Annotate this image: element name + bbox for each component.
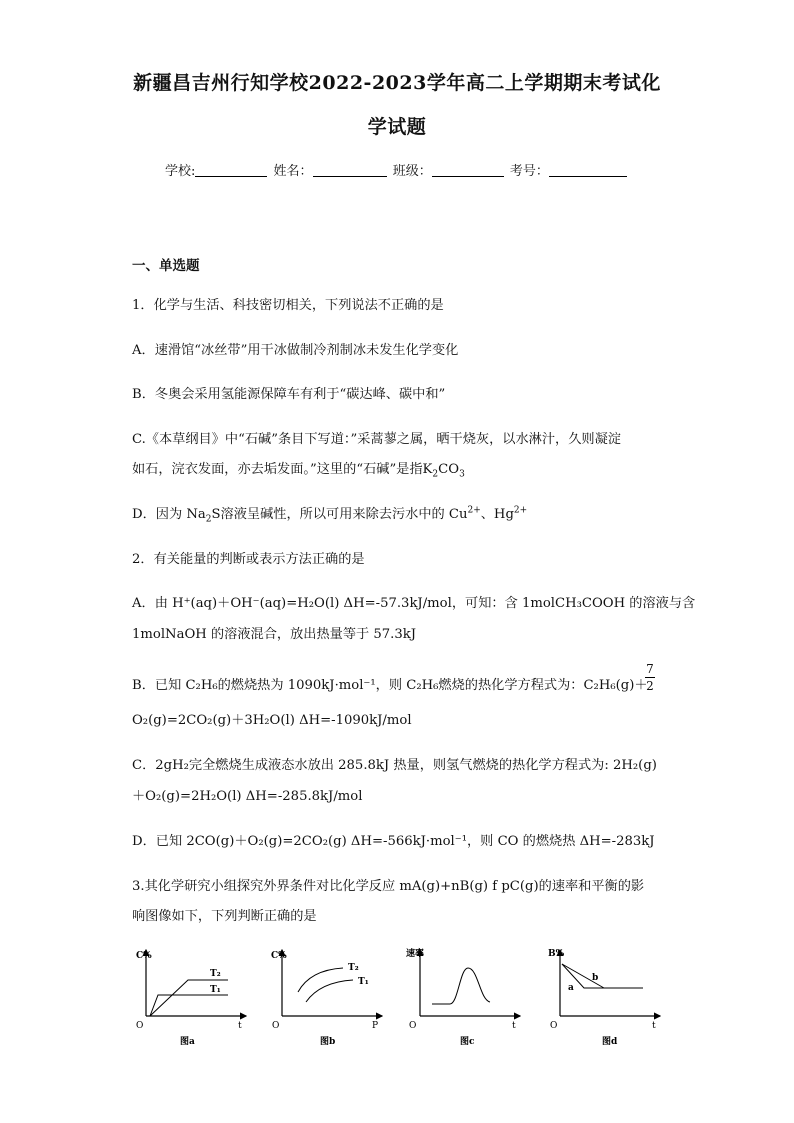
q1-d-sup2: 2+	[513, 505, 528, 516]
student-info	[165, 160, 629, 179]
q2-stem: 2．有关能量的判断或表示方法正确的是	[132, 552, 365, 567]
graph-a-caption: 图a	[180, 1037, 195, 1047]
exam-no-label: 考号：	[509, 164, 549, 179]
graph-d-label-a: a	[568, 983, 574, 993]
q1-c-formula: CO	[438, 462, 460, 477]
name-label: 姓名：	[273, 164, 313, 179]
q1-c-sub: 2	[432, 469, 439, 480]
name-blank[interactable]	[313, 164, 387, 177]
q1-d-sep: 、Hg	[480, 507, 514, 522]
graph-a-xlabel: t	[238, 1021, 242, 1031]
q2-option-a-line2: 1molNaOH 的溶液混合，放出热量等于 57.3kJ	[132, 627, 417, 642]
graph-a-label-t2: T₂	[210, 969, 221, 979]
graph-a-label-t1: T₁	[210, 985, 221, 995]
q1-c-sub2: 3	[459, 469, 465, 480]
graph-c-rate-curve	[432, 968, 490, 1004]
graph-b-origin: O	[272, 1021, 280, 1031]
graph-c	[406, 947, 520, 1047]
graph-d-label-b: b	[592, 973, 599, 983]
graph-c-xlabel: t	[512, 1021, 516, 1031]
graph-b	[271, 950, 382, 1047]
graph-b-ylabel: C%	[271, 951, 287, 961]
graph-b-label-t1: T₁	[358, 977, 369, 987]
fraction-bar	[645, 677, 655, 678]
class-label: 班级：	[392, 164, 432, 179]
graph-c-origin: O	[409, 1021, 417, 1031]
q1-option-c-line2	[132, 458, 465, 480]
q1-d-mid: S溶液呈碱性，所以可用来除去污水中的 Cu	[211, 507, 468, 522]
fraction-denominator: 2	[646, 679, 654, 693]
school-blank[interactable]	[195, 164, 267, 177]
q1-option-c-line1: C.《本草纲目》中“石碱”条目下写道：”采蒿蓼之属，晒干烧灰，以水淋汁，久则凝淀	[132, 432, 621, 447]
graph-d-xlabel: t	[652, 1021, 656, 1031]
q1-option-b: B．冬奥会采用氢能源保障车有利于“碳达峰、碳中和”	[132, 387, 446, 402]
q3-graphs	[128, 940, 668, 1050]
graph-b-xlabel: P	[372, 1021, 379, 1031]
q1-d-text: D．因为 Na	[132, 507, 206, 522]
graph-b-caption: 图b	[320, 1037, 336, 1047]
q1-c-text: 如石，浣衣发面，亦去垢发面。”这里的“石碱”是指K	[132, 462, 433, 477]
q3-stem-line1: 3.其化学研究小组探究外界条件对比化学反应 mA(g)+nB(g) f pC(g)的速率和平衡的影	[132, 879, 645, 894]
q2-option-b-line1: B．已知 C₂H₆的燃烧热为 1090kJ·mol⁻¹，则 C₂H₆燃烧的热化学方程式为：C₂H₆(g)＋	[132, 678, 648, 693]
fraction-numerator: 7	[646, 662, 654, 676]
paper-title-line1: 新疆昌吉州行知学校2022-2023学年高二上学期期末考试化	[133, 72, 661, 94]
graph-c-ylabel: 速率	[406, 949, 425, 959]
q1-option-a: A．速滑馆“冰丝带”用干冰做制冷剂制冰未发生化学变化	[132, 343, 459, 358]
q1-d-sup1: 2+	[467, 505, 481, 516]
graph-d-caption: 图d	[602, 1037, 618, 1047]
graph-b-label-t2: T₂	[348, 963, 359, 973]
q1-d-sub: 2	[205, 514, 212, 525]
graph-c-caption: 图c	[460, 1037, 475, 1047]
graph-d-curve-a	[562, 964, 643, 988]
graph-d-ylabel: B%	[548, 949, 565, 959]
q2-option-b-line2: O₂(g)=2CO₂(g)＋3H₂O(l) ΔH=-1090kJ/mol	[132, 713, 412, 728]
q2-option-a-line1: A．由 H⁺(aq)＋OH⁻(aq)=H₂O(l) ΔH=-57.3kJ/mol，可知：含 1molCH₃COOH 的溶液与含	[132, 596, 696, 611]
graph-d-origin: O	[550, 1021, 558, 1031]
q2-fraction	[645, 662, 655, 693]
q2-option-c-line1: C．2gH₂完全燃烧生成液态水放出 285.8kJ 热量，则氢气燃烧的热化学方程式为: 2H₂(g)	[132, 758, 657, 773]
q2-option-c-line2: ＋O₂(g)=2H₂O(l) ΔH=-285.8kJ/mol	[132, 789, 363, 804]
q3-stem-line2: 响图像如下，下列判断正确的是	[132, 909, 317, 924]
school-label: 学校:	[165, 164, 196, 179]
paper-title-line2: 学试题	[367, 116, 427, 138]
section-heading: 一、单选题	[132, 258, 200, 274]
graph-a-ylabel: C%	[136, 951, 152, 961]
graph-a	[136, 950, 246, 1047]
q2-option-d: D．已知 2CO(g)＋O₂(g)=2CO₂(g) ΔH=-566kJ·mol⁻¹，则 CO 的燃烧热 ΔH=-283kJ	[132, 834, 655, 849]
exam-no-blank[interactable]	[549, 164, 627, 177]
graph-a-origin: O	[136, 1021, 144, 1031]
graph-d	[548, 949, 660, 1047]
class-blank[interactable]	[432, 164, 504, 177]
q1-option-d	[132, 503, 527, 525]
graph-b-curve-t1	[306, 980, 353, 1002]
q1-stem: 1．化学与生活、科技密切相关，下列说法不正确的是	[132, 298, 444, 313]
